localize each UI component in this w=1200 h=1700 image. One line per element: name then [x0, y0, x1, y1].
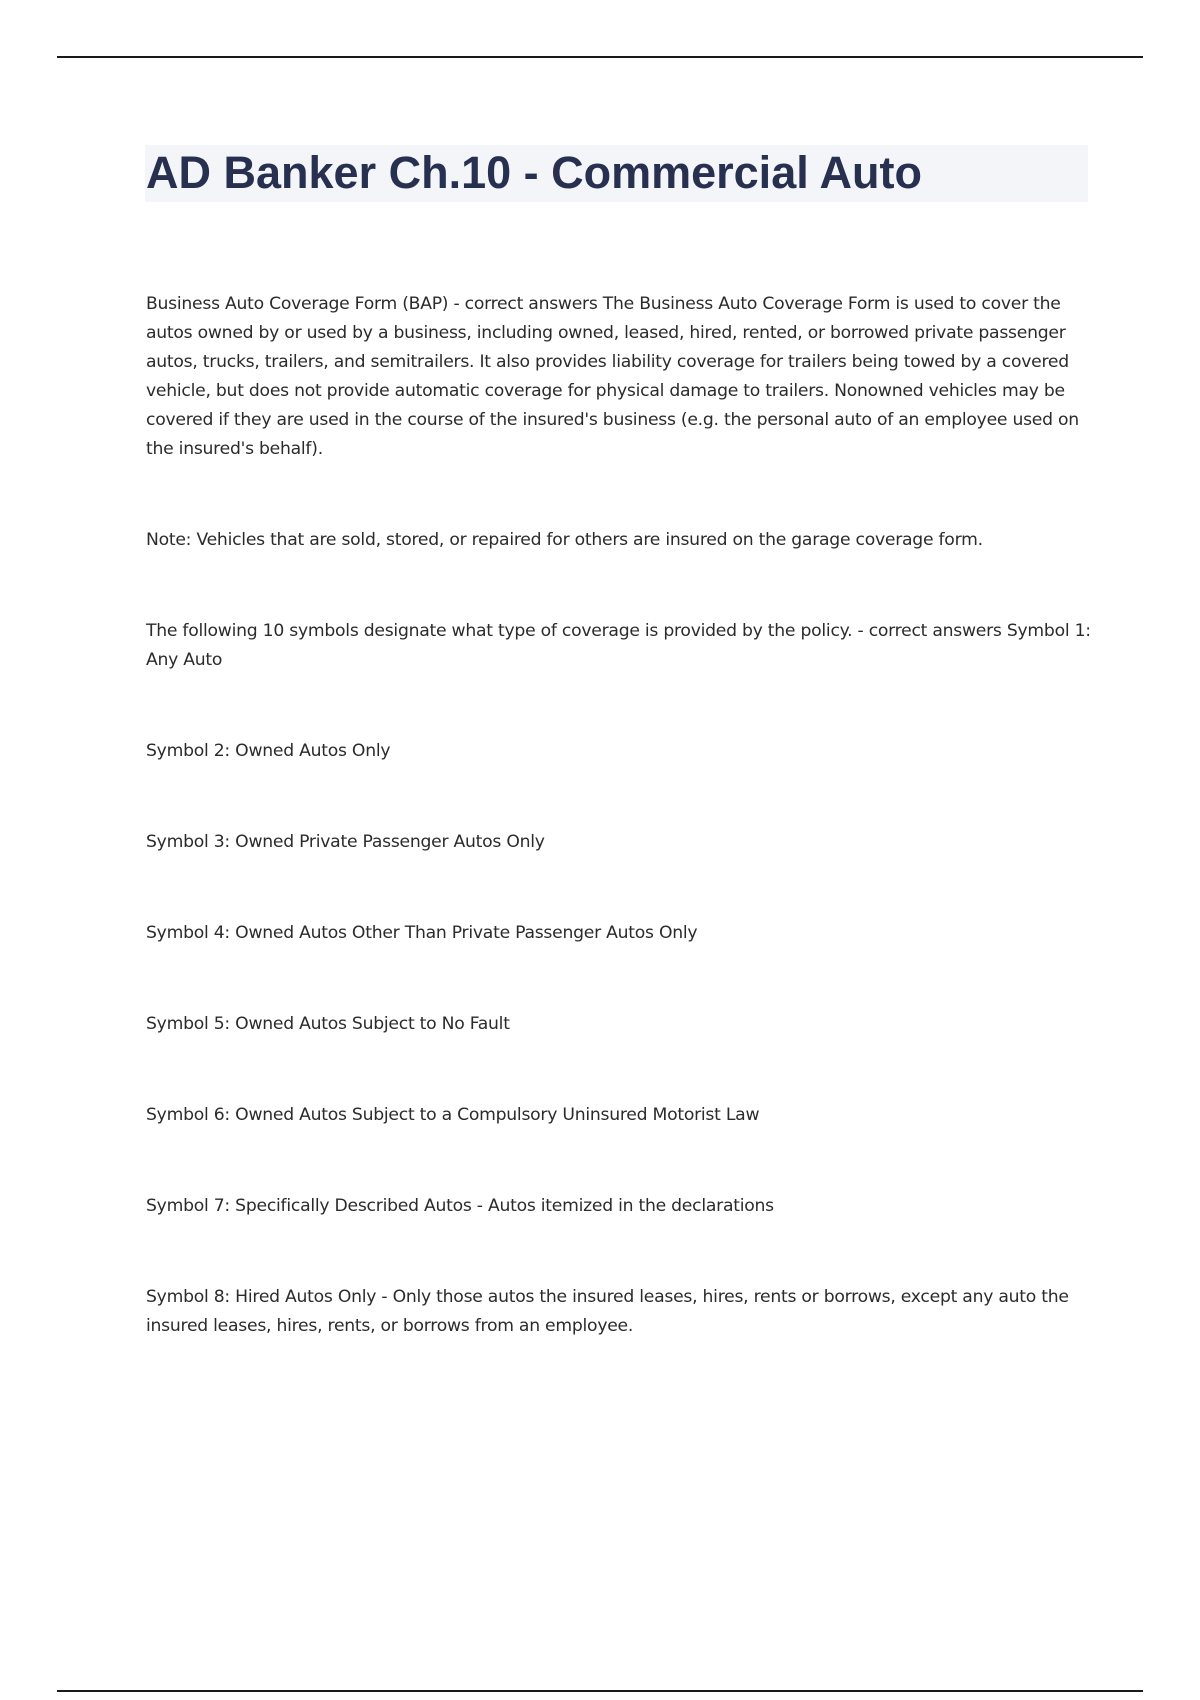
paragraph-symbol-5: Symbol 5: Owned Autos Subject to No Fault — [146, 1014, 510, 1034]
paragraph-symbol-3: Symbol 3: Owned Private Passenger Autos Only — [146, 832, 545, 852]
paragraph-symbol-7: Symbol 7: Specifically Described Autos - Autos itemized in the declarations — [146, 1196, 774, 1216]
document-body — [146, 290, 1096, 1341]
bottom-rule — [57, 1690, 1143, 1692]
top-rule — [57, 56, 1143, 58]
paragraph-note: Note: Vehicles that are sold, stored, or repaired for others are insured on the garage coverage form. — [146, 530, 983, 550]
page-title: AD Banker Ch.10 - Commercial Auto — [146, 147, 923, 198]
paragraph-symbol-6: Symbol 6: Owned Autos Subject to a Compulsory Uninsured Motorist Law — [146, 1105, 760, 1125]
paragraph-symbol-8: Symbol 8: Hired Autos Only - Only those autos the insured leases, hires, rents or borrows, except any auto the insured leases, hires, rents, or borrows from an employee. — [146, 1287, 1069, 1336]
paragraph-symbol-2: Symbol 2: Owned Autos Only — [146, 741, 391, 761]
paragraph-bap: Business Auto Coverage Form (BAP) - correct answers The Business Auto Coverage Form is used to cover the autos owned by or used by a business, including owned, leased, hired, rented, or borrowed private passenger autos, trucks, trailers, and semitrailers. It also provides liability coverage for trailers being towed by a covered vehicle, but does not provide automatic coverage for physical damage to trailers. Nonowned vehicles may be covered if they are used in the course of the insured's business (e.g. the personal auto of an employee used on the insured's behalf). — [146, 294, 1079, 459]
paragraph-symbol-4: Symbol 4: Owned Autos Other Than Private Passenger Autos Only — [146, 923, 698, 943]
paragraph-symbols-intro: The following 10 symbols designate what type of coverage is provided by the policy. - correct answers Symbol 1: Any Auto — [146, 621, 1091, 670]
